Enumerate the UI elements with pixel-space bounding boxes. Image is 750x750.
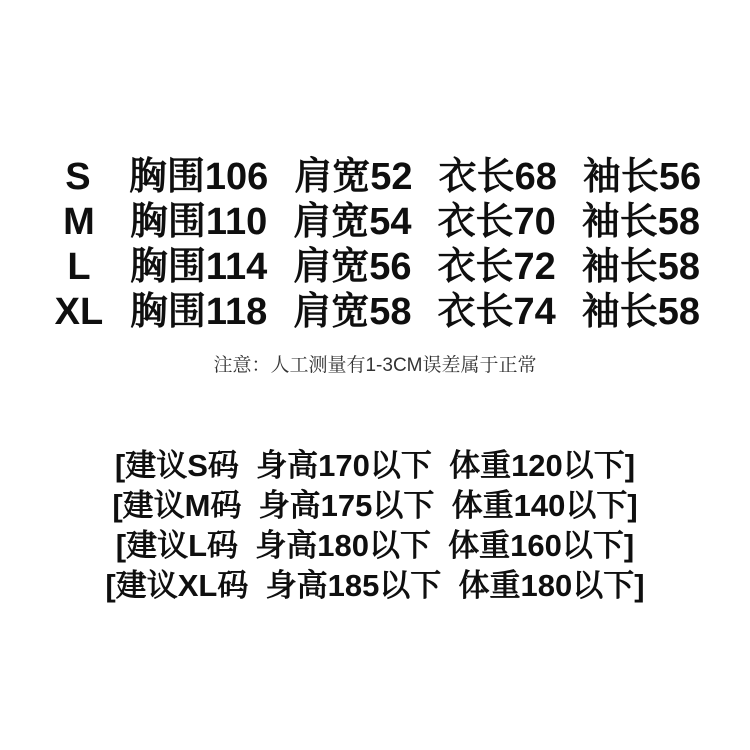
shoulder-measurement: 肩宽58 (293, 291, 412, 333)
size-row-xl (50, 290, 700, 335)
size-recommendations (0, 446, 750, 606)
garment-length-measurement: 衣长70 (437, 201, 556, 243)
chest-measurement: 胸围114 (129, 246, 268, 288)
sleeve-length-measurement: 袖长58 (581, 291, 701, 333)
size-label: M (63, 201, 95, 243)
size-row-s (49, 155, 701, 200)
size-label: XL (54, 291, 104, 333)
recommendation-line-xl: [建议XL码 身高185以下 体重180以下] (105, 568, 645, 603)
garment-length-measurement: 衣长68 (438, 156, 557, 198)
shoulder-measurement: 肩宽52 (294, 156, 413, 198)
recommendation-line-s: [建议S码 身高170以下 体重120以下] (114, 448, 636, 483)
recommendation-line-m: [建议M码 身高175以下 体重140以下] (112, 488, 638, 523)
recommendation-line-l: [建议L码 身高180以下 体重160以下] (115, 528, 635, 563)
sleeve-length-measurement: 袖长58 (581, 201, 701, 243)
size-label: L (67, 246, 91, 288)
sleeve-length-measurement: 袖长58 (581, 246, 701, 288)
garment-length-measurement: 衣长72 (437, 246, 556, 288)
shoulder-measurement: 肩宽54 (293, 201, 412, 243)
shoulder-measurement: 肩宽56 (293, 246, 412, 288)
size-row-m (50, 200, 700, 245)
chest-measurement: 胸围110 (129, 201, 268, 243)
measurement-tolerance-note: 注意：人工测量有1-3CM误差属于正常 (213, 355, 537, 376)
chest-measurement: 胸围106 (128, 156, 269, 198)
size-table (0, 155, 750, 335)
size-row-l (50, 245, 700, 290)
sleeve-length-measurement: 袖长56 (582, 156, 702, 198)
chest-measurement: 胸围118 (129, 291, 268, 333)
size-label: S (65, 156, 91, 198)
garment-length-measurement: 衣长74 (437, 291, 556, 333)
